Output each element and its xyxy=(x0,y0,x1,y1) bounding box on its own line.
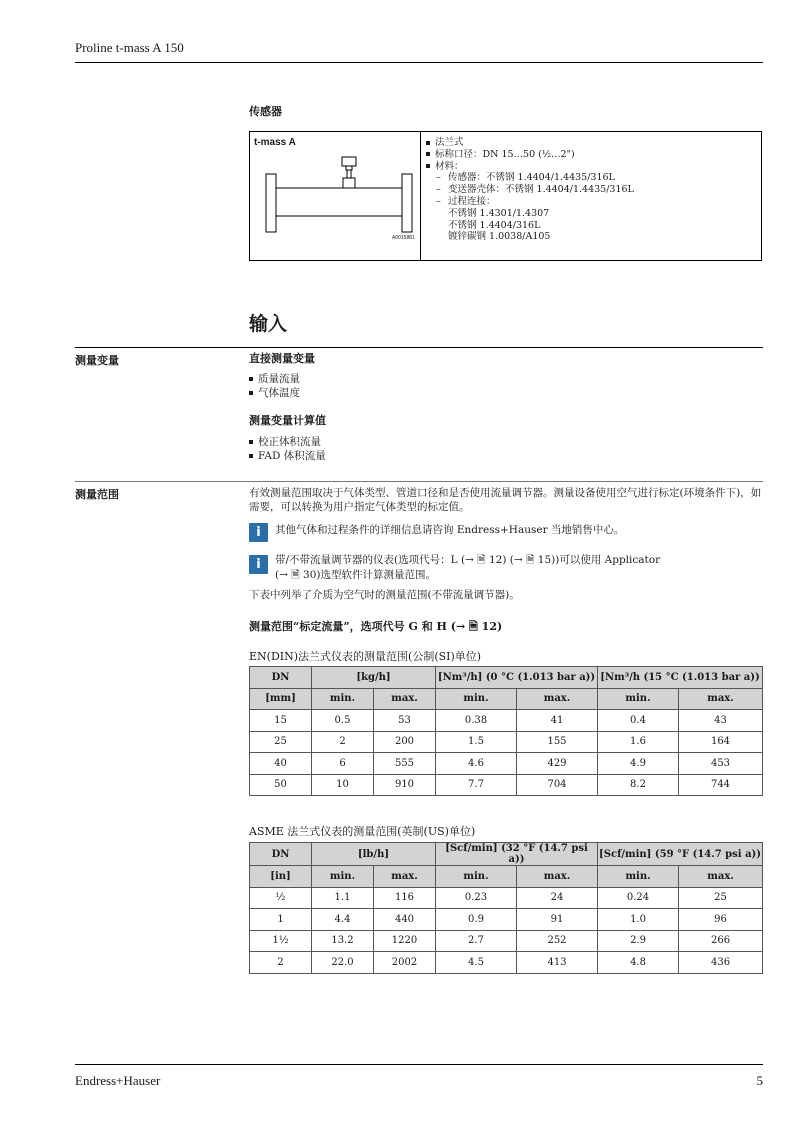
table-header: max. xyxy=(517,866,598,888)
note-text: 其他气体和过程条件的详细信息请咨询 Endress+Hauser 当地销售中心。 xyxy=(275,524,625,536)
table-header: [Scf/min] (59 °F (14.7 psi a)) xyxy=(598,843,763,866)
sensor-heading: 传感器 xyxy=(249,105,282,118)
info-icon: i xyxy=(249,521,268,542)
sensor-spec-list xyxy=(426,137,634,243)
header-divider xyxy=(75,62,763,63)
document-title: Proline t-mass A 150 xyxy=(75,40,184,55)
measuring-range-para1: 有效测量范围取决于气体类型、管道口径和是否使用流量调节器。测量设备使用空气进行标定(环境条件下)，如需要，可以转换为用户指定气体类型的标定值。 xyxy=(249,487,762,513)
table-header: [Nm³/h] (0 °C (1.013 bar a)) xyxy=(436,667,598,689)
table-header: [Scf/min] (32 °F (14.7 psi a)) xyxy=(436,843,598,866)
spec-subitem: – 变送器壳体：不锈钢 1.4404/1.4435/316L xyxy=(436,184,634,196)
table-intro: 下表中列举了介质为空气时的测量范围(不带流量调节器)。 xyxy=(249,589,520,601)
table-header: [kg/h] xyxy=(312,667,436,689)
sensor-drawing-icon xyxy=(264,154,414,234)
table-row: 1½ 13.2 1220 2.7 252 2.9 266 xyxy=(250,930,763,952)
table-header: max. xyxy=(374,688,436,710)
section-title-input: 输入 xyxy=(249,313,288,335)
table-header: max. xyxy=(679,688,763,710)
spec-item: 法兰式 xyxy=(426,137,634,149)
spec-item: 标称口径：DN 15…50 (½…2") xyxy=(426,149,634,161)
spec-material: 不锈钢 1.4301/1.4307 xyxy=(448,207,550,219)
page-number: 5 xyxy=(756,1073,763,1088)
table-header: [mm] xyxy=(250,688,312,710)
table-row: 50 10 910 7.7 704 8.2 744 xyxy=(250,774,763,796)
row-divider xyxy=(75,481,763,482)
calc-variable-heading: 测量变量计算值 xyxy=(249,414,326,427)
spec-material: 镀锌碳钢 1.0038/A105 xyxy=(448,231,551,243)
range-table-us xyxy=(249,842,763,974)
table-row: 1 4.4 440 0.9 91 1.0 96 xyxy=(250,909,763,931)
info-icon: i xyxy=(249,553,268,574)
table-header: DN xyxy=(250,843,312,866)
table-header: [in] xyxy=(250,866,312,888)
table-caption-si: EN(DIN)法兰式仪表的测量范围(公制(SI)单位) xyxy=(249,650,482,663)
range-table-si xyxy=(249,666,763,796)
table-row: 2 22.0 2002 4.5 413 4.8 436 xyxy=(250,952,763,974)
table-row: 25 2 200 1.5 155 1.6 164 xyxy=(250,731,763,753)
table-header: min. xyxy=(312,688,374,710)
table-header: min. xyxy=(598,688,679,710)
table-row: 40 6 555 4.6 429 4.9 453 xyxy=(250,753,763,775)
measured-variable-content xyxy=(249,352,326,463)
table-caption-us: ASME 法兰式仪表的测量范围(英制(US)单位) xyxy=(249,825,476,838)
table-header: min. xyxy=(312,866,374,888)
table-header: [lb/h] xyxy=(312,843,436,866)
list-item: FAD 体积流量 xyxy=(249,449,326,463)
table-header: min. xyxy=(436,688,517,710)
sensor-label: t-mass A xyxy=(254,137,296,148)
sensor-image-code: A0015881 xyxy=(392,235,415,241)
table-header: min. xyxy=(436,866,517,888)
list-item: 质量流量 xyxy=(249,372,326,386)
note-text: 带/不带流量调节器的仪表(选项代号：L (→ 🗎 12) (→ 🗎 15))可以使用 Applicator xyxy=(275,554,661,566)
table-row: 15 0.5 53 0.38 41 0.4 43 xyxy=(250,710,763,732)
footer-brand: Endress+Hauser xyxy=(75,1073,161,1088)
table-header: max. xyxy=(374,866,436,888)
table-header: max. xyxy=(517,688,598,710)
spec-material: 不锈钢 1.4404/316L xyxy=(448,219,541,231)
spec-item: 材料： xyxy=(426,161,634,173)
spec-subitem: – 过程连接： xyxy=(436,195,496,207)
section-divider xyxy=(75,347,763,348)
range-subheading: 测量范围“标定流量”，选项代号 G 和 H (→ 🗎 12) xyxy=(249,620,503,633)
measured-variable-label: 测量变量 xyxy=(75,354,119,367)
list-item: 校正体积流量 xyxy=(249,435,326,449)
note-text: (→ 🗎 30)选型软件计算测量范围。 xyxy=(275,569,436,581)
list-item: 气体温度 xyxy=(249,386,326,400)
measuring-range-label: 测量范围 xyxy=(75,488,119,501)
sensor-spec-box xyxy=(249,131,762,261)
table-header: min. xyxy=(598,866,679,888)
table-header: max. xyxy=(679,866,763,888)
table-row: ½ 1.1 116 0.23 24 0.24 25 xyxy=(250,887,763,909)
direct-variable-heading: 直接测量变量 xyxy=(249,352,315,365)
footer-divider xyxy=(75,1064,763,1065)
sensor-image-cell xyxy=(250,132,421,260)
table-header: DN xyxy=(250,667,312,689)
spec-subitem: – 传感器：不锈钢 1.4404/1.4435/316L xyxy=(436,172,615,184)
table-header: [Nm³/h (15 °C (1.013 bar a)) xyxy=(598,667,763,689)
